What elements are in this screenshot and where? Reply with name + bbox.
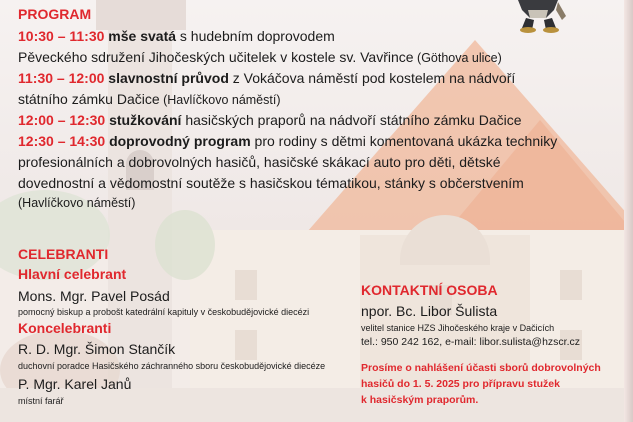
program-item-1-line2: Pěveckého sdružení Jihočeských učitelek v kostele sv. Vavřince (Göthova ulice) bbox=[18, 49, 502, 65]
program-item-4-line1: 12:30 – 14:30 doprovodný program pro rodiny s dětmi komentovaná ukázka techniky bbox=[18, 133, 558, 149]
program-item-location: (Havlíčkovo náměstí) bbox=[18, 196, 136, 210]
program-item-4-line2: profesionálních a dobrovolných hasičů, hasičské skákací auto pro děti, dětské bbox=[18, 154, 501, 170]
program-heading: PROGRAM bbox=[18, 6, 92, 22]
program-item-time: 10:30 – 11:30 bbox=[18, 28, 105, 44]
main-celebrant-heading: Hlavní celebrant bbox=[18, 266, 127, 282]
contact-name: npor. Bc. Libor Šulista bbox=[361, 303, 498, 319]
concelebrant-role: místní farář bbox=[18, 396, 64, 406]
program-item-location: (Havlíčkovo náměstí) bbox=[159, 93, 281, 107]
contact-role: velitel stanice HZS Jihočeského kraje v Dačicích bbox=[361, 323, 555, 333]
program-item-3-line1: 12:00 – 12:30 stužkování hasičských praporů na nádvoří státního zámku Dačice bbox=[18, 112, 522, 128]
contact-notice-line: Prosíme o nahlášení účasti sborů dobrovolných bbox=[361, 362, 601, 374]
concelebrants-heading: Koncelebranti bbox=[18, 320, 112, 336]
contact-notice-line: k hasičským praporům. bbox=[361, 394, 479, 406]
program-item-title: mše svatá bbox=[108, 28, 177, 44]
concelebrant-name: R. D. Mgr. Šimon Stančík bbox=[18, 341, 176, 357]
concelebrant-role: duchovní poradce Hasičského záchranného sboru českobudějovické diecéze bbox=[18, 361, 326, 371]
concelebrant-name: P. Mgr. Karel Janů bbox=[18, 376, 132, 392]
program-item-2-line1: 11:30 – 12:00 slavnostní průvod z Vokáčova náměstí pod kostelem na nádvoří bbox=[18, 70, 516, 86]
contact-heading: KONTAKTNÍ OSOBA bbox=[361, 282, 498, 298]
celebrants-heading: CELEBRANTI bbox=[18, 246, 109, 262]
contact-notice-line: hasičů do 1. 5. 2025 pro přípravu stužek bbox=[361, 378, 560, 390]
program-item-2-line2: státního zámku Dačice (Havlíčkovo náměstí) bbox=[18, 91, 281, 107]
contact-phone-email: tel.: 950 242 162, e-mail: libor.sulista@hzscr.cz bbox=[361, 336, 581, 348]
program-item-4-line3: dovednostní a vědomostní soutěže s hasičskou tématikou, stánky s občerstvením bbox=[18, 175, 524, 191]
main-celebrant-name: Mons. Mgr. Pavel Posád bbox=[18, 288, 170, 304]
program-item-1-line1: 10:30 – 11:30 mše svatá s hudebním doprovodem bbox=[18, 28, 335, 44]
program-item-location: (Göthova ulice) bbox=[413, 51, 502, 65]
main-celebrant-role: pomocný biskup a probošt katedrální kapituly v českobudějovické diecézi bbox=[18, 307, 310, 317]
